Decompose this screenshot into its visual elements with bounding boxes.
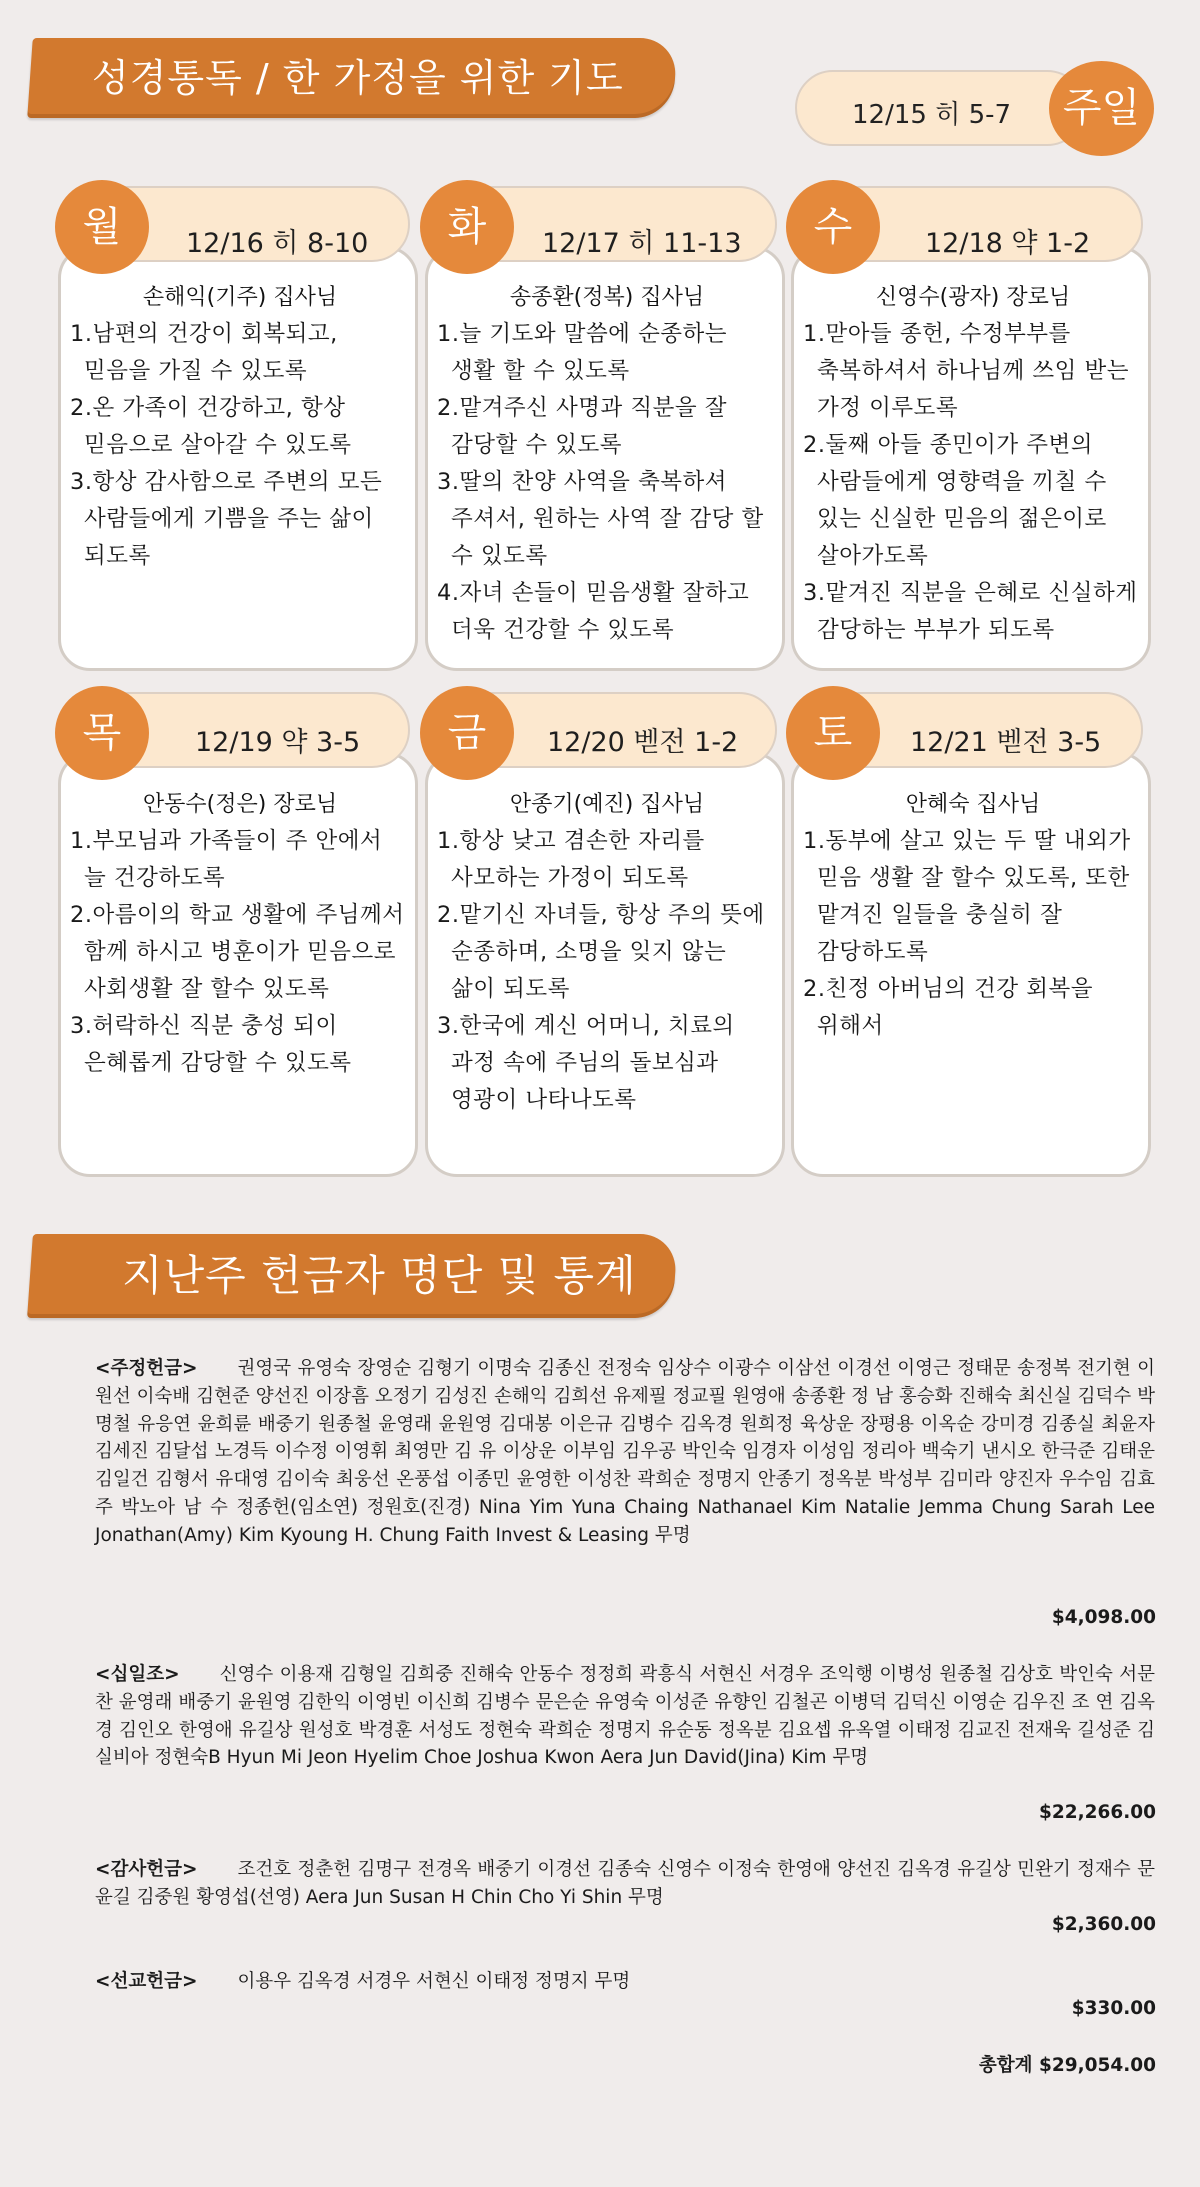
reading-reference-fri: 12/20 벧전 1-2 [547,727,739,758]
offering-group-tithe [95,1661,1155,1772]
family-name: 손해익(기주) 집사님 [142,285,338,310]
prayer-list [437,823,777,1119]
reading-reference-mon: 12/16 히 8-10 [186,228,369,259]
offering-amount: $330.00 [1071,1998,1156,2019]
day-badge-sat: 토 [786,686,880,780]
card-body-tue [437,279,777,649]
card-body-thu [70,786,410,1082]
prayer-item: 3.딸의 찬양 사역을 축복하셔 주셔서, 원하는 사역 잘 감당 할 수 있도록 [437,469,764,569]
prayer-list [70,316,410,575]
donor-names: 신영수 이용재 김형일 김희중 진해숙 안동수 정정희 곽흥식 서현신 서경우 조익행 이병성 원종철 김상호 박인숙 서문찬 윤영래 배중기 윤원영 김한익 이영빈 이신희 김병수 문은순 유영숙 이성준 유향인 김철곤 이병덕 김덕신 이영순 김우진 조 연 김옥경 김인오 한영애 유길상 원성호 박경훈 서성도 정현숙 곽희순 정명지 유순동 정옥분 김요셉 유옥열 이태정 김교진 전재욱 길성준 김실비아 정현숙B Hyun Mi Jeon Hyelim Choe Joshua Kwon Aera Jun David(Jina) Kim 무명 [95,1664,1155,1769]
donor-names: 권영국 유영숙 장영순 김형기 이명숙 김종신 전정숙 임상수 이광수 이삼선 이경선 이영근 정태문 송정복 전기현 이원선 이숙배 김현준 양선진 이장흠 오정기 김성진 손해익 김희선 유제필 정교필 원영애 송종환 정 남 홍승화 진해숙 최신실 김덕수 박명철 유응연 윤희륜 배중기 원종철 윤영래 윤원영 김대봉 이은규 김병수 김옥경 원희정 육상운 장평용 이옥순 강미경 김종실 최윤자 김세진 김달섭 노경득 이수정 이영휘 최영만 김 유 이상운 이부임 김우공 박인숙 임경자 이성임 정리아 백숙기 낸시오 한극준 김태운 김일건 김형서 유대영 김이숙 최웅선 온풍섭 이종민 윤영한 이성찬 곽희순 정명지 안종기 정옥분 박성부 김미라 양진자 우수임 김효주 박노아 남 수 정종헌(임소연) 정원호(진경) Nina Yim Yuna Chaing Nathanael Kim Natalie Jemma Chung Sarah Lee Jonathan(Amy) Kim Kyoung H. Chung Faith Invest & Leasing 무명 [95,1358,1155,1546]
donor-names: 조건호 정춘헌 김명구 전경옥 배중기 이경선 김종숙 신영수 이정숙 한영애 양선진 김옥경 유길상 민완기 정재수 문윤길 김중원 황영섭(선영) Aera Jun Susan H Chin Cho Yi Shin 무명 [95,1859,1155,1908]
family-name: 송종환(정복) 집사님 [509,285,705,310]
prayer-item: 1.남편의 건강이 회복되고, 믿음을 가질 수 있도록 [70,321,338,384]
family-name: 안동수(정은) 장로님 [142,792,338,817]
offering-group-mission [95,1968,1155,1996]
prayer-item: 3.한국에 계신 어머니, 치료의 과정 속에 주님의 돌보심과 영광이 나타나도록 [437,1013,735,1113]
offering-category: <선교헌금> [95,1971,198,1992]
section-title: 지난주 헌금자 명단 및 통계 [122,1251,637,1300]
reading-reference-wed: 12/18 약 1-2 [925,228,1091,259]
prayer-item: 1.부모님과 가족들이 주 안에서 늘 건강하도록 [70,828,383,891]
offering-amount: $4,098.00 [1051,1607,1156,1628]
prayer-item: 1.동부에 살고 있는 두 딸 내외가 믿음 생활 잘 할수 있도록, 또한 맡겨진 일들을 충실히 잘 감당하도록 [803,828,1131,965]
day-badge-tue: 화 [420,180,514,274]
prayer-item: 4.자녀 손들이 믿음생활 잘하고 더욱 건강할 수 있도록 [437,580,750,643]
reading-reference-thu: 12/19 약 3-5 [195,727,361,758]
prayer-item: 2.온 가족이 건강하고, 항상 믿음으로 살아갈 수 있도록 [70,395,352,458]
prayer-list [803,316,1143,649]
day-badge-thu: 목 [55,686,149,780]
offering-group-thanks [95,1856,1155,1912]
donor-names: 이용우 김옥경 서경우 서현신 이태정 정명지 무명 [237,1971,631,1992]
family-name: 안종기(예진) 집사님 [509,792,705,817]
prayer-item: 1.맏아들 종헌, 수정부부를 축복하셔서 하나님께 쓰임 받는 가정 이루도록 [803,321,1130,421]
offering-category: <십일조> [95,1664,180,1685]
section-banner-offerings [27,1234,678,1318]
day-badge-mon: 월 [55,180,149,274]
offering-category: <감사헌금> [95,1859,198,1880]
sunday-reference: 12/15 히 5-7 [852,100,1012,130]
prayer-item: 2.아름이의 학교 생활에 주님께서 함께 하시고 병훈이가 믿음으로 사회생활 잘 할수 있도록 [70,902,405,1002]
prayer-item: 1.항상 낮고 겸손한 자리를 사모하는 가정이 되도록 [437,828,705,891]
reading-reference-sat: 12/21 벧전 3-5 [910,727,1102,758]
card-body-mon [70,279,410,575]
prayer-item: 2.친정 아버님의 건강 회복을 위해서 [803,976,1094,1039]
prayer-item: 1.늘 기도와 말씀에 순종하는 생활 할 수 있도록 [437,321,728,384]
prayer-list [803,823,1143,1045]
family-name: 안혜숙 집사님 [905,792,1041,817]
section-banner-bible-reading [27,38,678,118]
card-body-sat [803,786,1143,1045]
prayer-item: 2.맡기신 자녀들, 항상 주의 뜻에 순종하며, 소명을 잊지 않는 삶이 되도록 [437,902,765,1002]
prayer-item: 3.항상 감사함으로 주변의 모든 사람들에게 기쁨을 주는 삶이 되도록 [70,469,383,569]
prayer-list [437,316,777,649]
prayer-item: 3.허락하신 직분 충성 되이 은혜롭게 감당할 수 있도록 [70,1013,352,1076]
offering-amount: $22,266.00 [1038,1802,1156,1823]
section-title: 성경통독 / 한 가정을 위한 기도 [92,56,624,100]
prayer-list [70,823,410,1082]
prayer-item: 2.맡겨주신 사명과 직분을 잘 감당할 수 있도록 [437,395,728,458]
reading-reference-tue: 12/17 히 11-13 [542,228,742,259]
day-badge-wed: 수 [786,180,880,274]
prayer-item: 2.둘째 아들 종민이가 주변의 사람들에게 영향력을 끼칠 수 있는 신실한 믿음의 젊은이로 살아가도록 [803,432,1107,569]
card-body-fri [437,786,777,1119]
family-name: 신영수(광자) 장로님 [875,285,1071,310]
card-body-wed [803,279,1143,649]
prayer-item: 3.맡겨진 직분을 은혜로 신실하게 감당하는 부부가 되도록 [803,580,1138,643]
offering-amount: $2,360.00 [1051,1914,1156,1935]
offering-category: <주정헌금> [95,1358,198,1379]
sunday-day-badge: 주일 [1049,61,1154,156]
day-badge-fri: 금 [420,686,514,780]
offering-group-sunday [95,1355,1155,1550]
grand-total: 총합계 $29,054.00 [978,2055,1156,2076]
